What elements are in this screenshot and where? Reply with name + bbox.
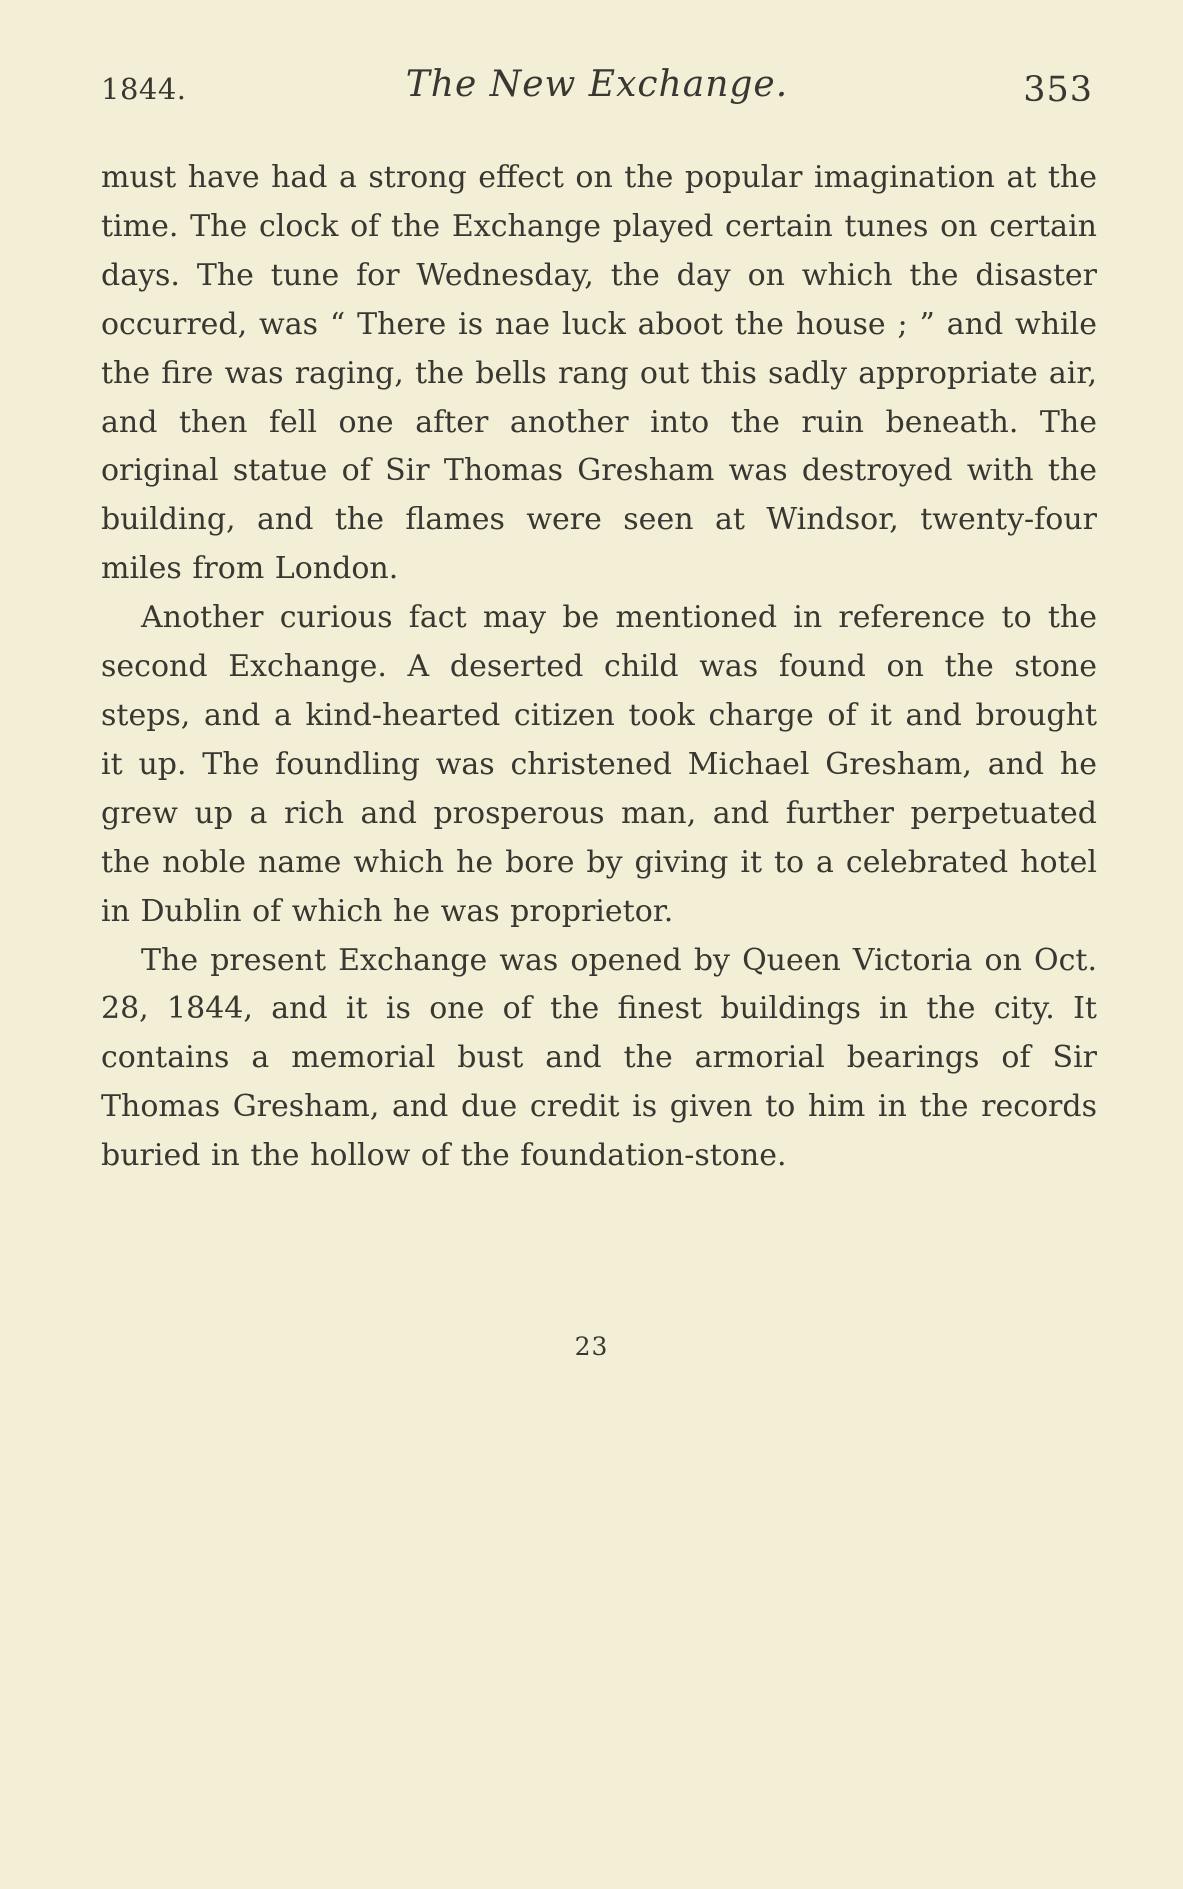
paragraph-continued: must have had a strong effect on the popular imagination at the time. The clock of the Exchange played certain tunes on certain days. The tune for Wednesday, the day on which the disaster occurred, was “ There is nae luck aboot the house ; ” and while the fire was raging, the bells rang out this sadly appropriate air, and then fell one after another into the ruin beneath. The original statue of Sir Thomas Gresham was destroyed with the building, and the flames were seen at Windsor, twenty-four miles from London. bbox=[101, 160, 1097, 587]
header-title: The New Exchange. bbox=[405, 64, 789, 105]
paragraph-present-exchange: The present Exchange was opened by Queen Victoria on Oct. 28, 1844, and it is one of the finest buildings in the city. It contains a memorial bust and the armorial bearings of Sir Thomas Gresham, and due credit is given to him in the records buried in the hollow of the foundation-stone. bbox=[101, 942, 1097, 1174]
paragraph-second-exchange: Another curious fact may be mentioned in reference to the second Exchange. A deserted child was found on the stone steps, and a kind-hearted citizen took charge of it and brought it up. The foundling was christened Michael Gresham, and he grew up a rich and prosperous man, and further perpetuated the noble name which he bore by giving it to a celebrated hotel in Dublin of which he was proprietor. bbox=[101, 600, 1097, 929]
signature-mark: 23 bbox=[574, 1332, 609, 1361]
header-year: 1844. bbox=[101, 72, 187, 106]
body-text bbox=[101, 154, 1097, 1181]
page-number: 353 bbox=[1023, 70, 1093, 110]
running-head bbox=[101, 62, 1093, 122]
